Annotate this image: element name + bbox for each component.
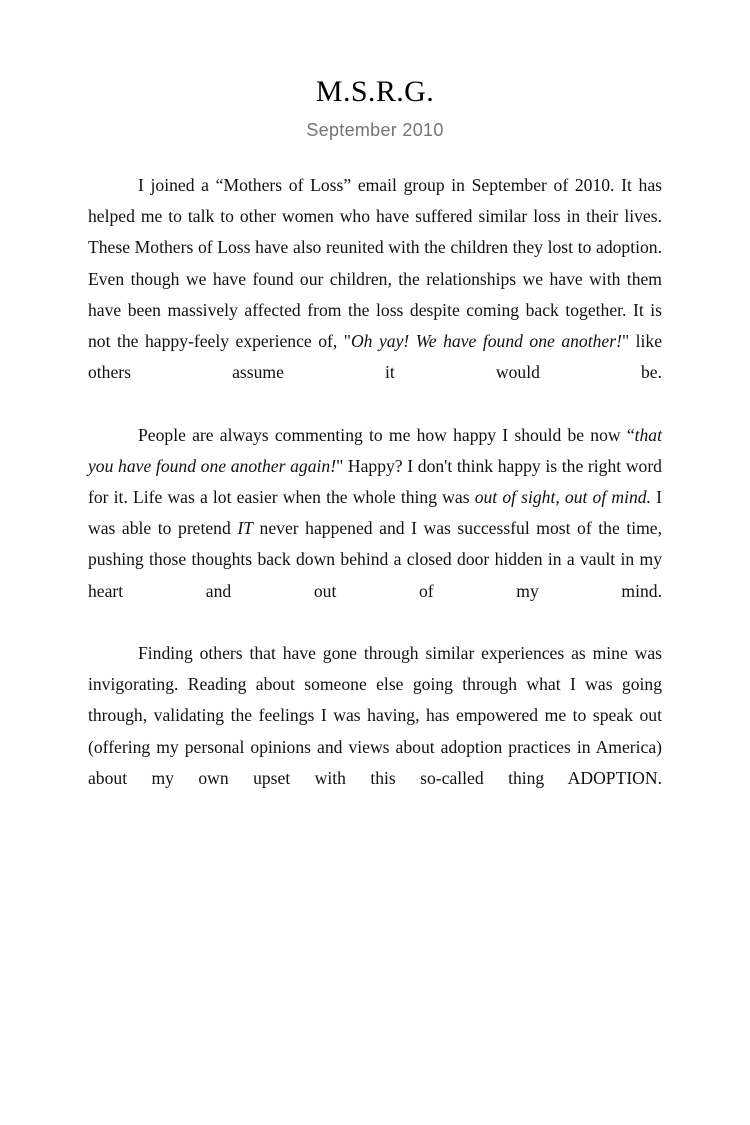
body-text: I was able to pretend [88, 487, 662, 539]
emphasis-text: IT [237, 518, 253, 539]
emphasis-text: out of sight, out of mind. [474, 487, 651, 508]
emphasis-text: Oh yay! We have found one another! [350, 331, 622, 352]
paragraph [88, 170, 662, 420]
body-text: never happened and I was successful most of the time, pushing those thoughts back down behind a closed door hidden in a vault in my heart and out of my mind. [88, 518, 662, 601]
body-text: I joined a “Mothers of Loss” email group in September of 2010. It has helped me to talk to other women who have suffered similar loss in their lives. These Mothers of Loss have also reunited with the children they lost to adoption. Even though we have found our children, the relationships we have with them have been massively affected from the loss despite coming back together. It is not the happy-feely experience of, " [88, 175, 662, 352]
document-subtitle: September 2010 [306, 120, 444, 140]
body-text: " like others assume it would be. [88, 331, 663, 383]
paragraph [88, 638, 662, 825]
body-text: " Happy? I don't think happy is the right word for it. Life was a lot easier when the whole thing was [88, 455, 662, 508]
emphasis-text: that you have found one another again! [88, 424, 662, 476]
body-text: People are always commenting to me how happy I should be now “ [138, 424, 635, 445]
body-text: Finding others that have gone through similar experiences as mine was invigorating. Reading about someone else going through what I was going through, validating the feelings I was having, has empowered me to speak out (offering my personal opinions and views about adoption practices in America) about my own upset with this so-called thing ADOPTION. [88, 643, 662, 788]
paragraph [88, 420, 662, 638]
document-title: M.S.R.G. [315, 75, 435, 108]
document-body [88, 142, 662, 825]
document-header [0, 0, 750, 142]
